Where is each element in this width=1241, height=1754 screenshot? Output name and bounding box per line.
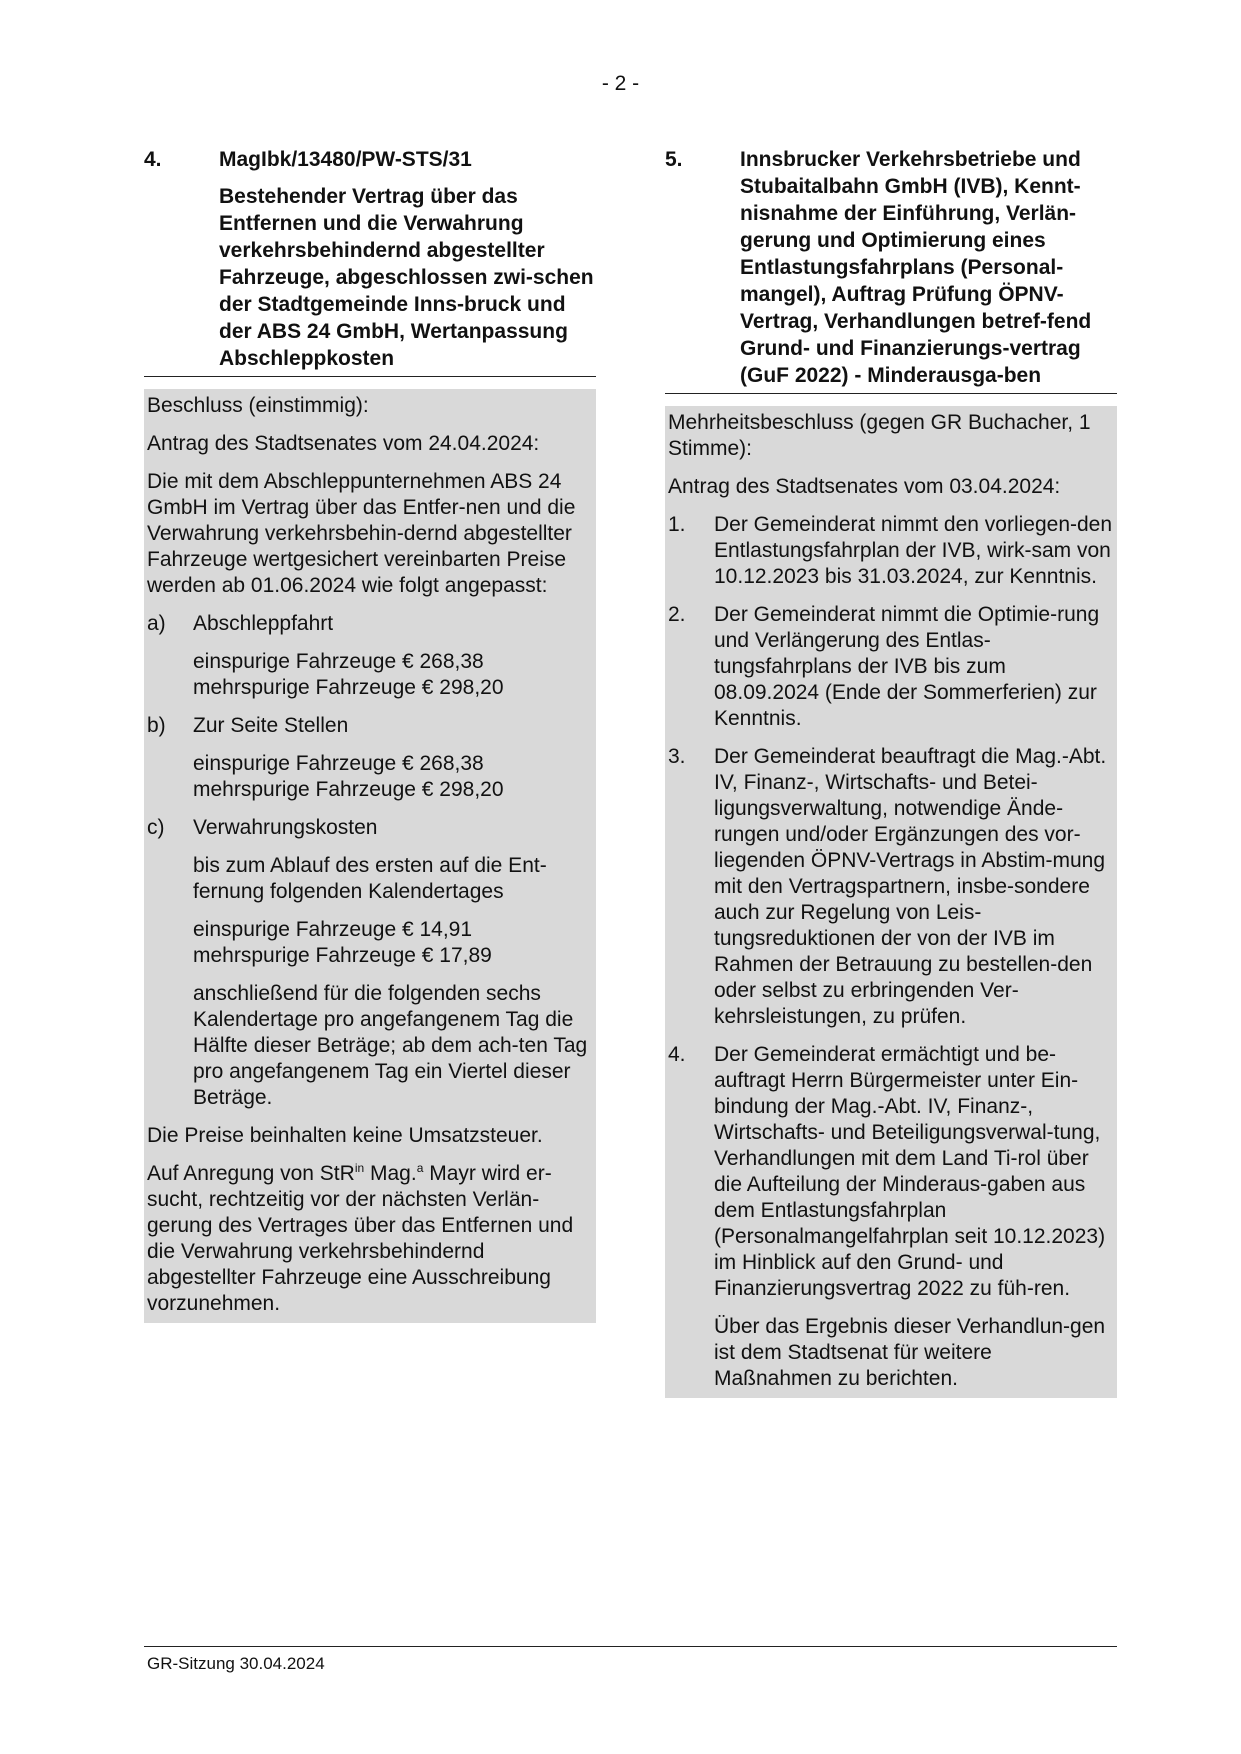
suggestion-text: Auf Anregung von StR$^{in}$ Mag.$^a$ Mayr wird er-sucht, rechtzeitig vor der nächsten Verlän-gerung des Vertrages über das Entfernen und die Verwahrung verkehrsbehindernd abgestellter Fahrzeuge eine Ausschreibung vorzunehmen.	[147, 1161, 574, 1315]
list-item-label: c)	[147, 816, 165, 839]
list-item-label: a)	[147, 612, 166, 635]
agenda-item-5-header	[665, 146, 1117, 389]
price-multi-track: mehrspurige Fahrzeuge € 298,20	[193, 676, 504, 699]
list-item	[147, 611, 592, 701]
list-item-label: 1.	[668, 513, 686, 536]
agenda-item-5	[665, 146, 1117, 1398]
agenda-item-number: 4.	[144, 148, 162, 171]
list-item	[668, 602, 1113, 732]
list-item-label: 2.	[668, 603, 686, 626]
agenda-item-title: Innsbrucker Verkehrsbetriebe und Stubaitalbahn GmbH (IVB), Kennt-nisnahme der Einführung, Verlän-gerung und Optimierung eines Entlastungsfahrplans (Personal-mangel), Auftrag Prüfung ÖPNV-Vertrag, Verhandlungen betref-fend Grund- und Finanzierungs-vertrag (GuF 2022) - Minderausga-ben	[740, 148, 1092, 387]
list-item-label: 4.	[668, 1043, 686, 1066]
list-item	[147, 815, 592, 1111]
list-item-text: Der Gemeinderat beauftragt die Mag.-Abt. IV, Finanz-, Wirtschafts- und Betei-ligungsverwaltung, notwendige Ände-rungen und/oder Ergänzungen des vor-liegenden ÖPNV-Vertrags in Abstim-mung mit den Vertragspartnern, insbe-sondere auch zur Regelung von Leis-tungsreduktionen der von der IVB im Rahmen der Betrauung zu bestellen-den oder selbst zu erbringenden Ver-kehrsleistungen, zu prüfen.	[714, 745, 1107, 1028]
decision-type: Beschluss (einstimmig):	[147, 394, 369, 417]
decision-type: Mehrheitsbeschluss (gegen GR Buchacher, 1 Stimme):	[668, 411, 1091, 460]
tax-note: Die Preise beinhalten keine Umsatzsteuer.	[147, 1124, 543, 1147]
resolution-intro: Die mit dem Abschleppunternehmen ABS 24 GmbH im Vertrag über das Entfer-nen und die Verwahrung verkehrsbehin-dernd abgestellter Fahrzeuge wertgesichert vereinbarten Preise werden ab 01.06.2024 wie folgt angepasst:	[147, 470, 576, 597]
reference-number: MagIbk/13480/PW-STS/31	[219, 148, 472, 171]
list-item-label: b)	[147, 714, 166, 737]
list-item	[147, 713, 592, 803]
storage-followup-text: anschließend für die folgenden sechs Kalendertage pro angefangenem Tag die Hälfte dieser Beträge; ab dem ach-ten Tag pro angefangenem Tag ein Viertel dieser Beträge.	[193, 982, 588, 1109]
list-item-text: Der Gemeinderat nimmt den vorliegen-den Entlastungsfahrplan der IVB, wirk-sam von 10.12.2023 bis 31.03.2024, zur Kenntnis.	[714, 513, 1113, 588]
price-single-track: einspurige Fahrzeuge € 14,91	[193, 918, 473, 941]
list-item-label: 3.	[668, 745, 686, 768]
resolution-box	[144, 389, 596, 1323]
price-multi-track: mehrspurige Fahrzeuge € 17,89	[193, 944, 492, 967]
agenda-item-4-header	[144, 146, 596, 372]
footer-session-date: GR-Sitzung 30.04.2024	[147, 1654, 325, 1673]
list-item-text: Der Gemeinderat ermächtigt und be-auftragt Herrn Bürgermeister unter Ein-bindung der Mag.-Abt. IV, Finanz-, Wirtschafts- und Beteiligungsverwal-tung, Verhandlungen mit dem Land Ti-rol über die Aufteilung der Minderaus-gaben aus dem Entlastungsfahrplan (Personalmangelfahrplan seit 10.12.2023) im Hinblick auf den Grund- und Finanzierungsvertrag 2022 zu füh-ren.	[714, 1043, 1106, 1300]
heading-divider	[144, 376, 596, 377]
footer-divider	[144, 1646, 1117, 1647]
heading-divider	[665, 393, 1117, 394]
list-item-text-followup: Über das Ergebnis dieser Verhandlun-gen ist dem Stadtsenat für weitere Maßnahmen zu berichten.	[714, 1315, 1106, 1390]
list-item	[668, 744, 1113, 1030]
motion-date: Antrag des Stadtsenates vom 24.04.2024:	[147, 432, 540, 455]
page-number: - 2 -	[601, 72, 640, 95]
agenda-item-title: Bestehender Vertrag über das Entfernen und die Verwahrung verkehrsbehindernd abgestellter Fahrzeuge, abgeschlossen zwi-schen der Stadtgemeinde Inns-bruck und der ABS 24 GmbH, Wertanpassung Abschleppkosten	[219, 185, 594, 370]
list-item	[668, 1042, 1113, 1392]
list-item-heading: Verwahrungskosten	[193, 816, 378, 839]
list-item-text: Der Gemeinderat nimmt die Optimie-rung und Verlängerung des Entlas-tungsfahrplans der IVB bis zum 08.09.2024 (Ende der Sommerferien) zur Kenntnis.	[714, 603, 1100, 730]
storage-period-text: bis zum Ablauf des ersten auf die Ent-fernung folgenden Kalendertages	[193, 854, 547, 903]
agenda-item-number: 5.	[665, 148, 683, 171]
price-single-track: einspurige Fahrzeuge € 268,38	[193, 650, 484, 673]
price-multi-track: mehrspurige Fahrzeuge € 298,20	[193, 778, 504, 801]
price-single-track: einspurige Fahrzeuge € 268,38	[193, 752, 484, 775]
agenda-item-4	[144, 146, 596, 1323]
motion-date: Antrag des Stadtsenates vom 03.04.2024:	[668, 475, 1061, 498]
list-item-heading: Zur Seite Stellen	[193, 714, 349, 737]
resolution-box	[665, 406, 1117, 1398]
list-item	[668, 512, 1113, 590]
list-item-heading: Abschleppfahrt	[193, 612, 334, 635]
